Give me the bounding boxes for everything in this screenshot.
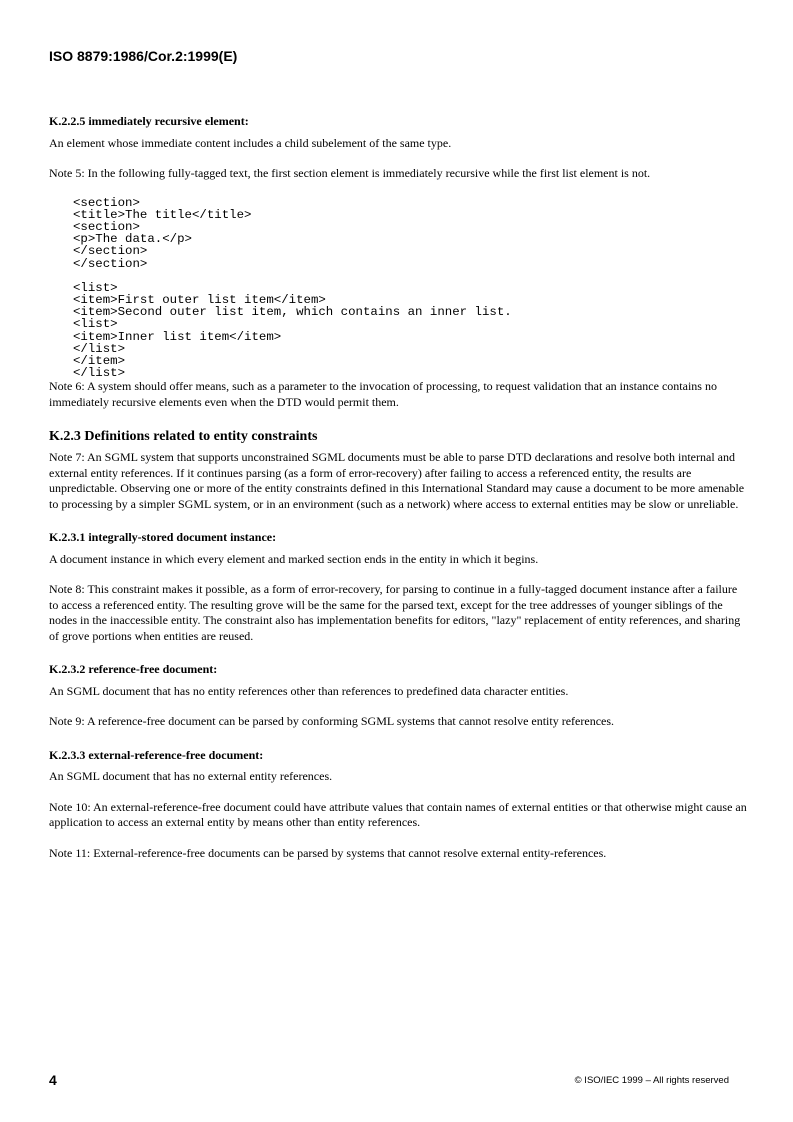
note-5: Note 5: In the following fully-tagged text, the first section element is immediately recursive while the first list element is not. xyxy=(49,166,651,180)
page-content xyxy=(49,114,749,861)
code-example-section: <section> <title>The title</title> <section> <p>The data.</p> </section> </section> xyxy=(73,195,252,271)
note-9: Note 9: A reference-free document can be parsed by conforming SGML systems that cannot resolve entity references. xyxy=(49,714,615,729)
definition-k225: An element whose immediate content includes a child subelement of the same type. xyxy=(49,135,452,150)
document-header-id: ISO 8879:1986/Cor.2:1999(E) xyxy=(49,48,238,64)
heading-k231: K.2.3.1 integrally-stored document instance: xyxy=(49,530,277,545)
page-number: 4 xyxy=(49,1072,57,1088)
code-example-list: <list> <item>First outer list item</item> <item>Second outer list item, which contains an inner list. <list> <item>Inner list item</item> </list> </item> </list> xyxy=(73,280,512,381)
note-8: Note 8: This constraint makes it possible, as a form of error-recovery, for parsing to continue in a fully-tagged document instance after a failure to access a referenced entity. The resulting grove will be the same for the parsed text, except for the tree addresses of younger siblings of the nodes in the inaccessible entity. The constraint also has implementation benefits for editors, "lazy" replacement of entity references, and sharing of grove portions when entities are reused. xyxy=(49,582,741,643)
heading-k23: K.2.3 Definitions related to entity constraints xyxy=(49,429,318,445)
note-10: Note 10: An external-reference-free document could have attribute values that contain names of external entities or that otherwise might cause an application to access an external entity by means other than entity references. xyxy=(49,799,747,830)
definition-k231: A document instance in which every element and marked section ends in the entity in which it begins. xyxy=(49,551,539,566)
note-6: Note 6: A system should offer means, such as a parameter to the invocation of processing, to request validation that an instance contains no immediately recursive elements even when the DTD would permit them. xyxy=(49,379,717,409)
note-11: Note 11: External-reference-free documents can be parsed by systems that cannot resolve external entity-references. xyxy=(49,845,607,860)
definition-k232: An SGML document that has no entity references other than references to predefined data character entities. xyxy=(49,683,569,698)
heading-k225: K.2.2.5 immediately recursive element: xyxy=(49,114,249,128)
note-7: Note 7: An SGML system that supports unconstrained SGML documents must be able to parse DTD declarations and resolve both internal and external entity references. If it continues parsing (as a form of error-recovery) after failing to access a referenced entity, the results are unpredictable. Observing one or more of the entity constraints defined in this International Standard may cause a document to be more amenable to processing by a simpler SGML system, or in an environment (such as a network) where access to external entities may be slow or unreliable. xyxy=(49,450,745,511)
definition-k233: An SGML document that has no external entity references. xyxy=(49,769,333,784)
copyright-notice: © ISO/IEC 1999 – All rights reserved xyxy=(574,1075,729,1086)
heading-k232: K.2.3.2 reference-free document: xyxy=(49,662,218,677)
heading-k233: K.2.3.3 external-reference-free document: xyxy=(49,747,264,762)
